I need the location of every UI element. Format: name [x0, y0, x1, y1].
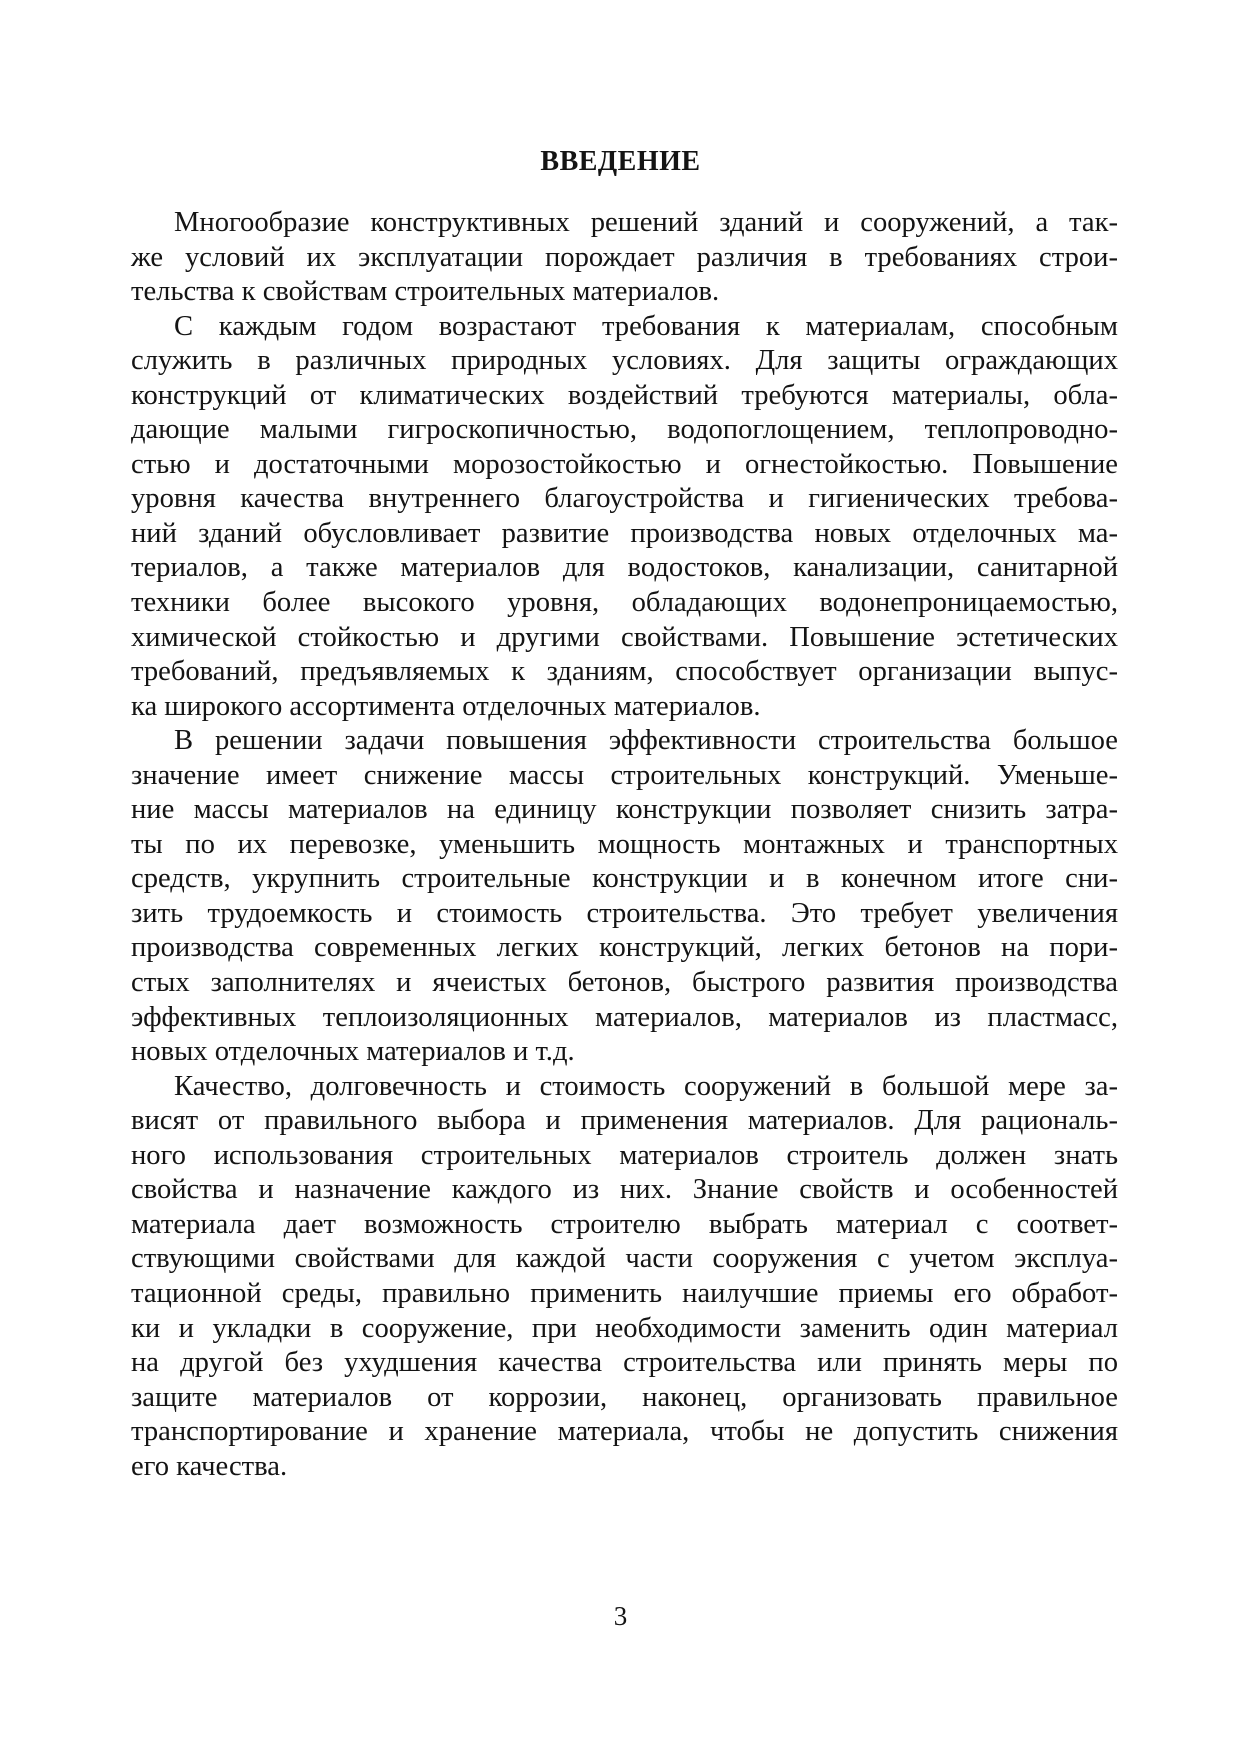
body-text: [131, 206, 1118, 1484]
text-line: тационной среды, правильно применить наилучшие приемы его обработ-: [131, 1277, 1118, 1309]
text-line: свойства и назначение каждого из них. Знание свойств и особенностей: [131, 1174, 1118, 1206]
text-line: его качества.: [131, 1450, 288, 1482]
text-line: транспортирование и хранение материала, чтобы не допустить снижения: [131, 1416, 1118, 1448]
text-line: С каждым годом возрастают требования к материалам, способным: [174, 310, 1118, 342]
paragraph: [131, 1070, 1118, 1485]
text-line: ного использования строительных материалов строитель должен знать: [131, 1139, 1118, 1171]
text-line: Качество, долговечность и стоимость сооружений в большой мере за-: [174, 1070, 1118, 1102]
text-line: ки и укладки в сооружение, при необходимости заменить один материал: [131, 1312, 1118, 1344]
text-line: ние массы материалов на единицу конструкции позволяет снизить затра-: [131, 794, 1118, 826]
text-line: производства современных легких конструкций, легких бетонов на пори-: [131, 932, 1118, 964]
text-line: требований, предъявляемых к зданиям, способствует организации выпус-: [131, 656, 1118, 688]
text-line: техники более высокого уровня, обладающих водонепроницаемостью,: [131, 587, 1118, 619]
paragraph: [131, 206, 1118, 310]
text-line: ка широкого ассортимента отделочных материалов.: [131, 690, 761, 722]
text-line: ты по их перевозке, уменьшить мощность монтажных и транспортных: [131, 828, 1118, 860]
text-line: висят от правильного выбора и применения материалов. Для рациональ-: [131, 1105, 1118, 1137]
text-line: значение имеет снижение массы строительных конструкций. Уменьше-: [131, 759, 1118, 791]
page-heading: ВВЕДЕНИЕ: [540, 146, 701, 177]
paragraph: [131, 310, 1118, 725]
text-line: стых заполнителях и ячеистых бетонов, быстрого развития производства: [131, 967, 1118, 999]
text-line: новых отделочных материалов и т.д.: [131, 1036, 575, 1068]
text-line: териалов, а также материалов для водостоков, канализации, санитарной: [131, 552, 1118, 584]
text-line: на другой без ухудшения качества строительства или принять меры по: [131, 1347, 1118, 1379]
text-line: стью и достаточными морозостойкостью и огнестойкостью. Повышение: [131, 448, 1118, 480]
text-line: же условий их эксплуатации порождает различия в требованиях строи-: [131, 241, 1118, 273]
text-line: материала дает возможность строителю выбрать материал с соответ-: [131, 1208, 1118, 1240]
text-line: дающие малыми гигроскопичностью, водопоглощением, теплопроводно-: [131, 414, 1118, 446]
text-line: Многообразие конструктивных решений зданий и сооружений, а так-: [174, 207, 1118, 238]
text-line: В решении задачи повышения эффективности строительства большое: [174, 725, 1118, 757]
text-line: тельства к свойствам строительных материалов.: [131, 276, 720, 308]
text-line: эффективных теплоизоляционных материалов, материалов из пластмасс,: [131, 1001, 1118, 1033]
text-line: ний зданий обусловливает развитие производства новых отделочных ма-: [131, 517, 1118, 549]
page-number: 3: [613, 1601, 628, 1631]
text-line: служить в различных природных условиях. Для защиты ограждающих: [131, 345, 1118, 377]
text-line: защите материалов от коррозии, наконец, организовать правильное: [131, 1381, 1118, 1413]
text-line: конструкций от климатических воздействий требуются материалы, обла-: [131, 379, 1118, 411]
paragraph: [131, 724, 1118, 1069]
text-line: средств, укрупнить строительные конструкции и в конечном итоге сни-: [131, 863, 1118, 895]
text-line: ствующими свойствами для каждой части сооружения с учетом эксплуа-: [131, 1243, 1118, 1275]
text-line: зить трудоемкость и стоимость строительства. Это требует увеличения: [131, 897, 1118, 929]
text-line: уровня качества внутреннего благоустройства и гигиенических требова-: [131, 483, 1118, 515]
text-line: химической стойкостью и другими свойствами. Повышение эстетических: [131, 621, 1118, 653]
